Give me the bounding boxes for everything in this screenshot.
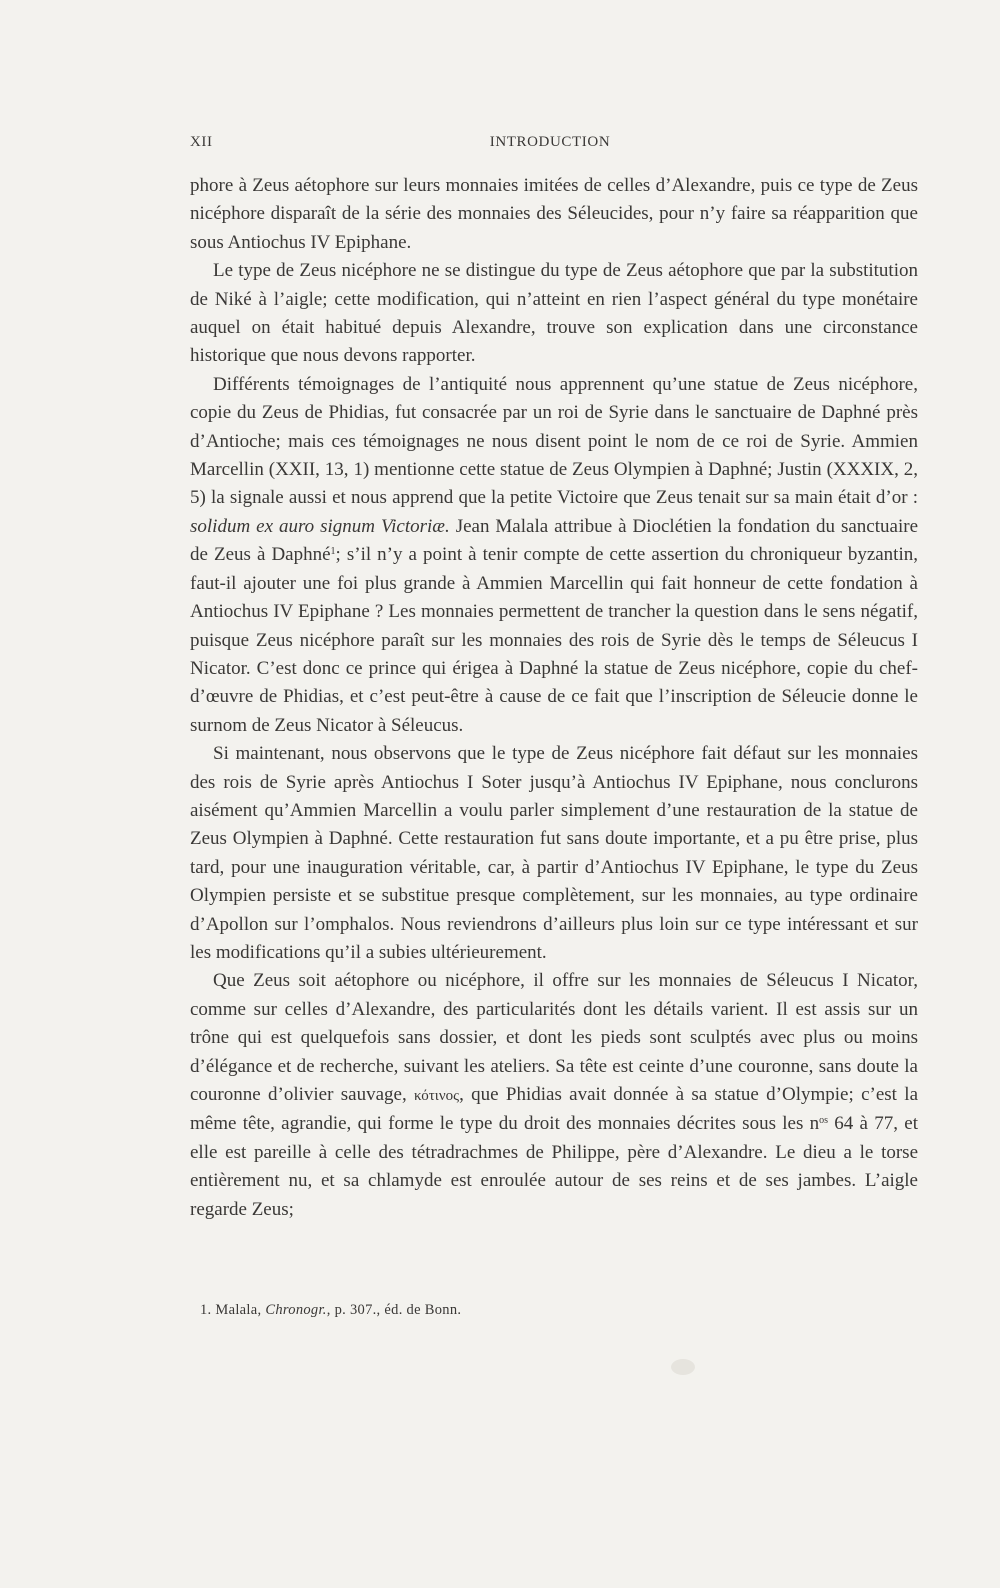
paragraph (190, 740, 918, 967)
text-run: Jean Malala attribue à Dioclétien la fondation du sanctuaire de Zeus à Daphné (190, 515, 918, 566)
text-run: 64 à 77, et elle est pareille à celle des tétradrachmes de Philippe, père d’Alexandre. Le dieu a le torse entièrement nu, et sa chlamyde est enroulée autour de ses reins et de ses jambes. L’aigle regarde Zeus; (190, 1113, 918, 1220)
text-run: Que Zeus soit aétophore ou nicéphore, il offre sur les monnaies de Séleucus I Nicator, comme sur celles d’Alexandre, des particularités dont les détails varient. Il est assis sur un trône qui est quelquefois sans dossier, et dont les pieds sont sculptés avec plus ou moins d’élégance et de recherche, suivant les ateliers. Sa tête est ceinte d’une couronne, sans doute la couronne d’olivier sauvage, (190, 970, 918, 1105)
footnote-author: Malala, (215, 1302, 262, 1318)
superscript: 1 (330, 546, 336, 558)
paragraph (190, 967, 918, 1224)
footnote-number: 1. (200, 1302, 212, 1318)
paragraph (190, 371, 918, 740)
superscript: os (819, 1115, 829, 1127)
paper-stain (668, 1355, 698, 1379)
running-title: INTRODUCTION (489, 134, 611, 150)
text-run: Si maintenant, nous observons que le type de Zeus nicéphore fait défaut sur les monnaies des rois de Syrie après Antiochus I Soter jusqu’à Antiochus IV Epiphane, nous conclurons aisément qu’Ammien Marcellin a voulu parler simplement d’une restauration de la statue de Zeus Olympien à Daphné. Cette restauration fut sans doute importante, et a pu être prise, plus tard, pour une inauguration véritable, car, à partir d’Antiochus IV Epiphane, le type du Zeus Olympien persiste et se substitue presque complètement, sur les monnaies, au type ordinaire d’Apollon sur l’omphalos. Nous reviendrons d’ailleurs plus loin sur ce type intéressant et sur les modifications qu’il a subies ultérieurement. (190, 743, 918, 963)
page-number: XII (190, 134, 213, 150)
text-run: phore à Zeus aétophore sur leurs monnaies imitées de celles d’Alexandre, puis ce type de Zeus nicéphore disparaît de la série des monnaies des Séleucides, pour n’y faire sa réapparition que sous Antiochus IV Epiphane. (190, 175, 918, 253)
text-run: Le type de Zeus nicéphore ne se distingue du type de Zeus aétophore que par la substitution de Niké à l’aigle; cette modification, qui n’atteint en rien l’aspect général du type monétaire auquel on était habitué depuis Alexandre, trouve son explication dans une circonstance historique que nous devons rapporter. (190, 260, 918, 367)
footnote-reference: , p. 307., éd. de Bonn. (326, 1302, 462, 1318)
text-run: Différents témoignages de l’antiquité nous apprennent qu’une statue de Zeus nicéphore, copie du Zeus de Phidias, fut consacrée par un roi de Syrie dans le sanctuaire de Daphné près d’Antioche; mais ces témoignages ne nous disent point le nom de ce roi de Syrie. Ammien Marcellin (XXII, 13, 1) mentionne cette statue de Zeus Olympien à Daphné; Justin (XXXIX, 2, 5) la signale aussi et nous apprend que la petite Victoire que Zeus tenait sur sa main était d’or : (190, 373, 918, 509)
footnote (200, 1302, 900, 1319)
body-text (190, 172, 918, 1224)
text-run: , que Phidias avait donnée à sa statue d’Olympie; c’est la même tête, agrandie, qui forme le type du droit des monnaies décrites sous les n (190, 1084, 918, 1135)
text-run: ; s’il n’y a point à tenir compte de cette assertion du chroniqueur byzantin, faut-il ajouter une foi plus grande à Ammien Marcellin qui fait honneur de cette fondation à Antiochus IV Epiphane ? Les monnaies permettent de trancher la question dans le sens négatif, puisque Zeus nicéphore paraît sur les monnaies des rois de Syrie dès le temps de Séleucus I Nicator. C’est donc ce prince qui érigea à Daphné la statue de Zeus nicéphore, copie du chef-d’œuvre de Phidias, et c’est peut-être à cause de ce fait que l’inscription de Séleucie donne le surnom de Zeus Nicator à Séleucus. (190, 544, 918, 736)
paragraph (190, 257, 918, 371)
greek-word: κότινος (414, 1088, 460, 1104)
latin-quotation: solidum ex auro signum Victoriæ. (190, 515, 450, 537)
footnote-work-title: Chronogr. (265, 1302, 327, 1318)
paragraph (190, 172, 918, 257)
running-header (190, 134, 910, 158)
